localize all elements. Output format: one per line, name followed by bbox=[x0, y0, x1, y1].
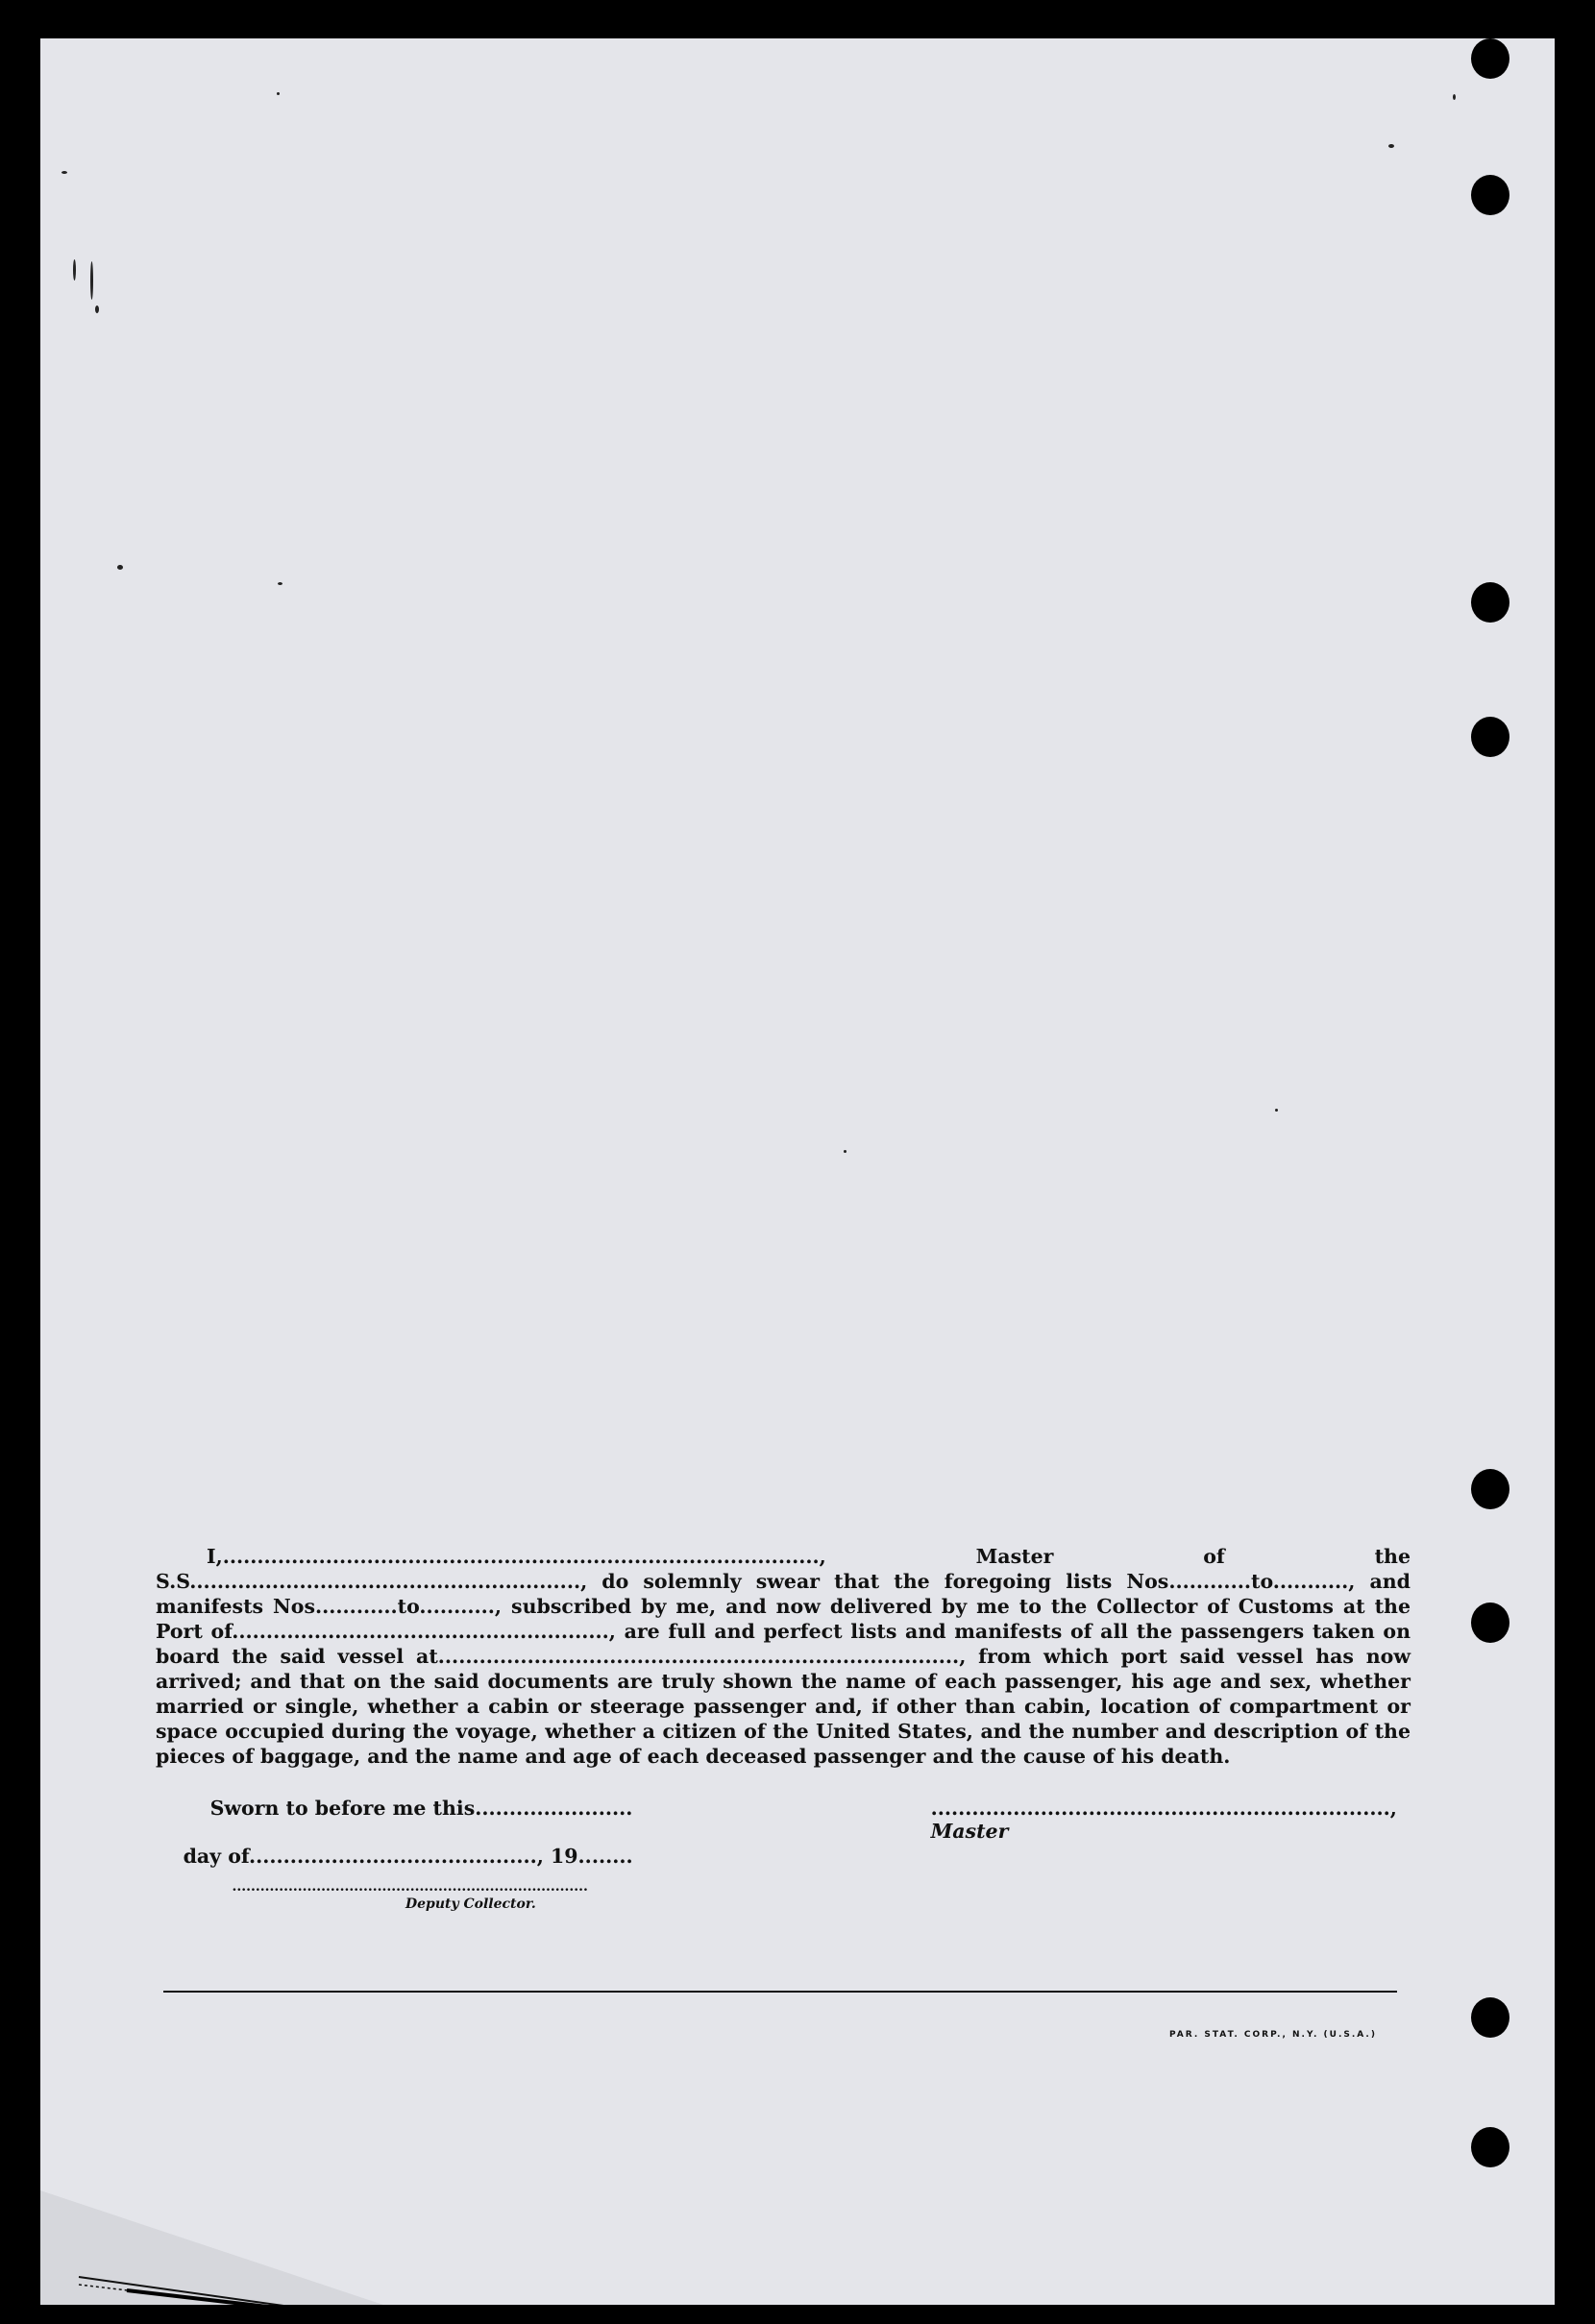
punch-hole bbox=[1471, 38, 1509, 79]
scan-speck bbox=[1275, 1109, 1278, 1112]
printer-imprint: PAR. STAT. CORP., N.Y. (U.S.A.) bbox=[1169, 2030, 1377, 2040]
scan-speck bbox=[61, 171, 67, 174]
scan-speck bbox=[844, 1150, 847, 1153]
day-text: day of.........................................., 19........ bbox=[183, 1845, 633, 1868]
master-dots: ..................................................................., bbox=[930, 1797, 1397, 1820]
master-label: Master bbox=[930, 1820, 1009, 1843]
document-page bbox=[40, 38, 1555, 2305]
scan-speck bbox=[117, 565, 123, 570]
punch-hole bbox=[1471, 717, 1509, 757]
scan-speck bbox=[1453, 94, 1456, 100]
scan-speck bbox=[278, 582, 282, 585]
master-signature-line bbox=[903, 1774, 1397, 1866]
punch-hole bbox=[1471, 1469, 1509, 1509]
scan-speck bbox=[90, 261, 93, 300]
punch-hole bbox=[1471, 582, 1509, 623]
folded-corner bbox=[40, 2190, 444, 2305]
punch-hole bbox=[1471, 1997, 1509, 2038]
punch-hole bbox=[1471, 1602, 1509, 1643]
oath-paragraph: I,......................................................................................., Master of the S.S........................................................., do solemnly swear that the foregoing lists Nos............to..........., and manifests Nos............to..........., subscribed by me, and now delivered by me to the Collector of Customs at the Port of......................................................., are full and perfect lists and manifests of all the passengers taken on board the said vessel at............................................................................, from which port said vessel has now arrived; and that on the said documents are truly shown the name of each passenger, his age and sex, whether married or single, whether a cabin or steerage passenger and, if other than cabin, location of compartment or space occupied during the voyage, whether a citizen of the United States, and the number and description of the pieces of baggage, and the name and age of each deceased passenger and the cause of his death. bbox=[156, 1545, 1411, 1768]
sworn-text: Sworn to before me this....................... bbox=[209, 1797, 633, 1820]
scan-speck bbox=[1388, 144, 1394, 148]
punch-hole bbox=[1471, 2127, 1509, 2167]
scan-speck bbox=[95, 306, 99, 313]
deputy-dots: ............................................................................ bbox=[232, 1879, 588, 1895]
deputy-collector-label: Deputy Collector. bbox=[405, 1896, 536, 1912]
scan-speck bbox=[73, 259, 76, 281]
fold-shadow bbox=[40, 2190, 444, 2305]
punch-hole bbox=[1471, 175, 1509, 215]
bottom-rule bbox=[163, 1991, 1397, 1993]
scan-speck bbox=[277, 92, 280, 95]
